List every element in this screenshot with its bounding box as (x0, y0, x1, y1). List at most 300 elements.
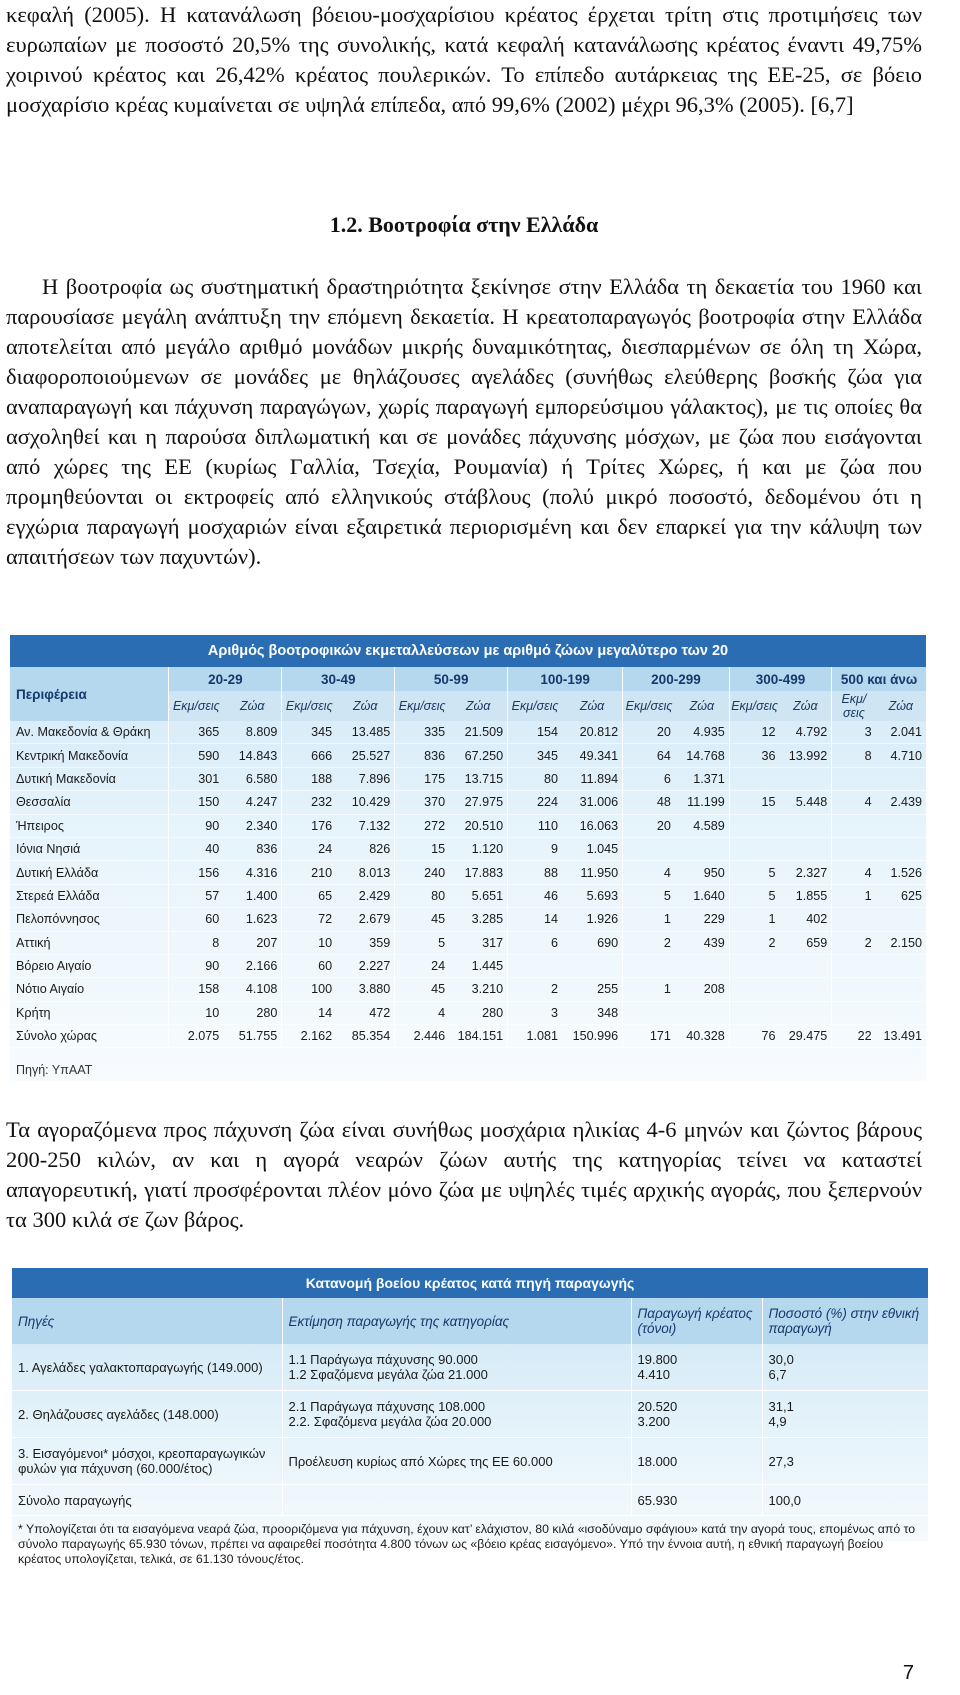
table1-value-cell: 1.445 (449, 954, 508, 977)
table1-value-cell (832, 767, 876, 790)
table1-value-cell: 13.491 (876, 1025, 926, 1048)
table-row (10, 814, 926, 837)
table1-value-cell: 80 (395, 884, 449, 907)
table1-value-cell: 240 (395, 861, 449, 884)
table1-value-cell: 4.247 (223, 791, 282, 814)
table1-sub-header: Ζώα (562, 691, 623, 721)
table2-estimate-cell (282, 1485, 631, 1516)
paragraph-top: κεφαλή (2005). Η κατανάλωση βόειου-μοσχαρίσιου κρέατος έρχεται τρίτη στις προτιμήσεις των ευρωπαίων με ποσοστό 20,5% της συνολικής, κατά κεφαλή κατανάλωσης κρέατος έναντι 49,75% χοιρινού κρέατος και 26,42% κρέατος πουλερικών. Το επίπεδο αυτάρκειας της ΕΕ-25, σε βόειο μοσχαρίσιο κρέας κυμαίνεται σε υψηλά επίπεδα, από 99,6% (2002) μέχρι 96,3% (2005). [6,7] (6, 2, 922, 117)
table1-value-cell: 49.341 (562, 744, 623, 767)
table2-production-cell (631, 1438, 762, 1485)
table1-value-cell: 25.527 (336, 744, 395, 767)
table1-value-cell: 370 (395, 791, 449, 814)
table1-value-cell: 57 (169, 884, 223, 907)
table2-estimate-cell (282, 1344, 631, 1391)
table1-value-cell: 17.883 (449, 861, 508, 884)
paragraph-third: Τα αγοραζόμενα προς πάχυνση ζώα είναι συνήθως μοσχάρια ηλικίας 4-6 μηνών και ζώντος βάρους 200-250 κιλών, αν και η αγορά νεαρών ζώων αυτής της κατηγορίας τείνει να καταστεί απαγορευτική, γιατί προσφέρονται πλέον μόνο ζώα με υψηλές τιμές αρχικής αγοράς, που ξεπερνούν τα 300 κιλά σε ζων βάρος. (6, 1117, 922, 1232)
table1-value-cell: 4.108 (223, 978, 282, 1001)
table1-value-cell: 345 (282, 721, 336, 744)
table-row (10, 791, 926, 814)
table-row (10, 978, 926, 1001)
table1-value-cell: 2.075 (169, 1025, 223, 1048)
table1-value-cell (876, 954, 926, 977)
table2-share-cell (762, 1485, 928, 1516)
table2-share-cell (762, 1391, 928, 1438)
table1-source: Πηγή: ΥπΑΑΤ (16, 1063, 93, 1077)
table1-value-cell: 156 (169, 861, 223, 884)
table1-value-cell: 3.210 (449, 978, 508, 1001)
table1-value-cell: 3 (508, 1001, 562, 1024)
table2-cell-line: 6,7 (768, 1367, 787, 1382)
table1-value-cell (729, 1001, 779, 1024)
table1-value-cell (876, 978, 926, 1001)
table1-value-cell: 280 (223, 1001, 282, 1024)
table1-value-cell (876, 814, 926, 837)
table1-value-cell: 2 (832, 931, 876, 954)
table2-source-cell: 3. Εισαγόμενοι* μόσχοι, κρεοπαραγωγικών φυλών για πάχυνση (60.000/έτος) (12, 1438, 282, 1485)
table2-production-cell (631, 1391, 762, 1438)
table1-value-cell (729, 954, 779, 977)
section-heading: 1.2. Βοοτροφία στην Ελλάδα (329, 212, 599, 237)
table-farms-by-size (10, 635, 926, 1081)
table1-value-cell: 85.354 (336, 1025, 395, 1048)
table1-value-cell: 45 (395, 908, 449, 931)
table1-range-header: 200-299 (623, 667, 730, 691)
table1-value-cell: 27.975 (449, 791, 508, 814)
table1-value-cell (562, 954, 623, 977)
table1-value-cell: 2.041 (876, 721, 926, 744)
table1-value-cell: 472 (336, 1001, 395, 1024)
table1-sub-header: Εκμ/σεις (729, 691, 779, 721)
table1-value-cell: 625 (876, 884, 926, 907)
table1-value-cell: 8.013 (336, 861, 395, 884)
table1-value-cell (832, 837, 876, 860)
table1-value-cell: 4.935 (675, 721, 729, 744)
table-row (10, 861, 926, 884)
table1-value-cell: 1.526 (876, 861, 926, 884)
table2-cell-line: 4,9 (768, 1414, 787, 1429)
table1-value-cell: 60 (282, 954, 336, 977)
paragraph-second: Η βοοτροφία ως συστηματική δραστηριότητα ξεκίνησε στην Ελλάδα τη δεκαετία του 1960 και παρουσίασε μεγάλη ανάπτυξη την επόμενη δεκαετία. Η κρεατοπαραγωγός βοοτροφία στην Ελλάδα αποτελείται από μεγάλο αριθμό μονάδων μικρής δυναμικότητας, διεσπαρμένων σε όλη τη Χώρα, διαφοροποιούμενων σε μονάδες με θηλάζουσες αγελάδες (συνήθως ελεύθερης βοσκής ζώα για αναπαραγωγή και πάχυνση παραγώγων, χωρίς παραγωγή εμπορεύσιμου γάλακτος), με τις οποίες θα ασχοληθεί και η παρούσα διπλωματική και σε μονάδες πάχυνσης μόσχων, με ζώα που εισάγονται από χώρες της ΕΕ (κυρίως Γαλλία, Τσεχία, Ρουμανία) ή Τρίτες Χώρες, ή και με ζώα που προμηθεύονται οι εκτροφείς από ελληνικούς στάβλους (πολύ μικρό ποσοστό, δεδομένου ότι η εγχώρια παραγωγή μοσχαριών είναι εξαιρετικά περιορισμένη και δεν επαρκεί για την κάλυψη των απαιτήσεων των παχυντών). (6, 274, 922, 569)
table2-estimate-cell (282, 1391, 631, 1438)
table-row (10, 908, 926, 931)
table1-value-cell: 365 (169, 721, 223, 744)
table1-value-cell (675, 837, 729, 860)
table2-cell-line: 19.800 (637, 1352, 678, 1367)
table1-value-cell: 280 (449, 1001, 508, 1024)
table1-value-cell: 11.894 (562, 767, 623, 790)
table1-value-cell (779, 1001, 831, 1024)
table1-value-cell: 90 (169, 814, 223, 837)
table1-value-cell: 4 (395, 1001, 449, 1024)
farms-table (10, 635, 926, 1048)
table1-range-header: 300-499 (729, 667, 831, 691)
table1-value-cell: 12 (729, 721, 779, 744)
table1-value-cell: 5 (623, 884, 675, 907)
table1-value-cell: 150 (169, 791, 223, 814)
table1-region-cell: Πελοπόννησος (10, 908, 169, 931)
table-row (10, 744, 926, 767)
table1-value-cell: 6 (508, 931, 562, 954)
table2-production-cell (631, 1485, 762, 1516)
table1-value-cell: 110 (508, 814, 562, 837)
table1-value-cell (876, 767, 926, 790)
table1-value-cell: 6.580 (223, 767, 282, 790)
table1-value-cell: 7.132 (336, 814, 395, 837)
table1-value-cell: 14.768 (675, 744, 729, 767)
table1-value-cell (832, 978, 876, 1001)
table1-value-cell (729, 767, 779, 790)
table1-value-cell: 348 (562, 1001, 623, 1024)
table1-value-cell: 7.896 (336, 767, 395, 790)
table1-value-cell (675, 954, 729, 977)
table2-cell-line: 31,1 (768, 1399, 794, 1414)
table1-value-cell: 2.227 (336, 954, 395, 977)
page-number: 7 (902, 1662, 914, 1684)
table1-value-cell (779, 978, 831, 1001)
table1-value-cell: 2.162 (282, 1025, 336, 1048)
table1-region-header: Περιφέρεια (10, 667, 169, 721)
table1-value-cell: 100 (282, 978, 336, 1001)
table1-value-cell: 5 (729, 861, 779, 884)
table1-value-cell (729, 837, 779, 860)
table1-value-cell: 45 (395, 978, 449, 1001)
table1-region-cell: Βόρειο Αιγαίο (10, 954, 169, 977)
table1-value-cell: 317 (449, 931, 508, 954)
table1-value-cell: 3.285 (449, 908, 508, 931)
table1-value-cell: 20 (623, 721, 675, 744)
table2-cell-line: 100,0 (768, 1492, 802, 1508)
table1-value-cell: 76 (729, 1025, 779, 1048)
table1-value-cell: 3 (832, 721, 876, 744)
table1-region-cell: Αττική (10, 931, 169, 954)
table1-value-cell: 13.485 (336, 721, 395, 744)
table1-value-cell: 31.006 (562, 791, 623, 814)
table1-sub-header: Ζώα (876, 691, 926, 721)
table1-value-cell: 20.812 (562, 721, 623, 744)
table2-production-cell (631, 1344, 762, 1391)
table1-sub-header: Ζώα (675, 691, 729, 721)
table1-value-cell: 4.792 (779, 721, 831, 744)
table1-value-cell (832, 954, 876, 977)
table1-value-cell: 1 (729, 908, 779, 931)
table1-value-cell: 1.371 (675, 767, 729, 790)
table1-range-header: 30-49 (282, 667, 395, 691)
table2-cell-line: 30,0 (768, 1352, 794, 1367)
table1-region-cell: Ήπειρος (10, 814, 169, 837)
table-row (10, 954, 926, 977)
table1-value-cell (832, 814, 876, 837)
table1-value-cell: 9 (508, 837, 562, 860)
table1-value-cell: 14.843 (223, 744, 282, 767)
table1-value-cell: 24 (282, 837, 336, 860)
table1-region-cell: Κρήτη (10, 1001, 169, 1024)
table1-value-cell: 24 (395, 954, 449, 977)
table1-value-cell (729, 814, 779, 837)
table1-value-cell: 154 (508, 721, 562, 744)
table1-value-cell: 590 (169, 744, 223, 767)
table-row (10, 767, 926, 790)
table1-value-cell: 3.880 (336, 978, 395, 1001)
table1-value-cell: 2.439 (876, 791, 926, 814)
table1-value-cell: 150.996 (562, 1025, 623, 1048)
table-row (10, 884, 926, 907)
table1-value-cell: 207 (223, 931, 282, 954)
table1-sub-header: Ζώα (223, 691, 282, 721)
table1-value-cell: 2.166 (223, 954, 282, 977)
table1-value-cell: 65 (282, 884, 336, 907)
table1-value-cell: 11.199 (675, 791, 729, 814)
table1-value-cell: 20 (623, 814, 675, 837)
table1-value-cell: 1 (623, 978, 675, 1001)
table1-value-cell (779, 814, 831, 837)
table2-estimate-cell (282, 1438, 631, 1485)
table1-region-cell: Δυτική Ελλάδα (10, 861, 169, 884)
table1-value-cell: 836 (395, 744, 449, 767)
table1-value-cell: 1 (832, 884, 876, 907)
table1-value-cell: 20.510 (449, 814, 508, 837)
table1-value-cell: 6 (623, 767, 675, 790)
table1-sub-header: Εκμ/σεις (623, 691, 675, 721)
table1-value-cell: 36 (729, 744, 779, 767)
table1-value-cell: 439 (675, 931, 729, 954)
table1-value-cell: 8 (169, 931, 223, 954)
table1-value-cell (779, 954, 831, 977)
table2-cell-line: 18.000 (637, 1453, 678, 1469)
table2-header-share: Ποσοστό (%) στην εθνική παραγωγή (762, 1298, 928, 1344)
table1-value-cell: 4 (832, 861, 876, 884)
table2-header-production: Παραγωγή κρέατος (τόνοι) (631, 1298, 762, 1344)
table1-value-cell: 5.651 (449, 884, 508, 907)
table1-value-cell: 67.250 (449, 744, 508, 767)
table1-value-cell (508, 954, 562, 977)
table1-value-cell: 51.755 (223, 1025, 282, 1048)
table1-value-cell: 402 (779, 908, 831, 931)
table1-value-cell (675, 1001, 729, 1024)
table1-value-cell (779, 767, 831, 790)
table2-share-cell (762, 1438, 928, 1485)
table1-sub-header: Εκμ/σεις (508, 691, 562, 721)
table1-region-cell: Νότιο Αιγαίο (10, 978, 169, 1001)
table1-value-cell: 90 (169, 954, 223, 977)
table1-value-cell: 690 (562, 931, 623, 954)
table1-value-cell: 72 (282, 908, 336, 931)
table1-value-cell: 2.340 (223, 814, 282, 837)
table1-value-cell: 14 (282, 1001, 336, 1024)
table-row (10, 1001, 926, 1024)
table1-value-cell: 1.855 (779, 884, 831, 907)
table2-cell-line: 2.2. Σφαζόμενα μεγάλα ζώα 20.000 (288, 1414, 492, 1429)
table1-value-cell: 1.640 (675, 884, 729, 907)
table1-value-cell: 335 (395, 721, 449, 744)
table1-value-cell: 40.328 (675, 1025, 729, 1048)
table1-value-cell (623, 837, 675, 860)
table1-value-cell: 40 (169, 837, 223, 860)
table2-cell-line: 4.410 (637, 1367, 671, 1382)
table1-value-cell: 836 (223, 837, 282, 860)
table1-value-cell: 8 (832, 744, 876, 767)
table1-value-cell (832, 908, 876, 931)
table2-share-cell (762, 1344, 928, 1391)
table1-value-cell: 88 (508, 861, 562, 884)
table1-value-cell: 15 (395, 837, 449, 860)
table1-value-cell: 229 (675, 908, 729, 931)
table1-value-cell: 1.400 (223, 884, 282, 907)
table1-value-cell: 224 (508, 791, 562, 814)
table1-value-cell (729, 978, 779, 1001)
table2-cell-line: Προέλευση κυρίως από Χώρες της ΕΕ 60.000 (288, 1453, 553, 1469)
table1-value-cell: 175 (395, 767, 449, 790)
table1-value-cell: 4 (623, 861, 675, 884)
table1-value-cell: 4 (832, 791, 876, 814)
table1-value-cell (623, 954, 675, 977)
table1-range-header: 100-199 (508, 667, 623, 691)
table1-range-header: 20-29 (169, 667, 282, 691)
table1-value-cell: 5.448 (779, 791, 831, 814)
table1-value-cell: 2.429 (336, 884, 395, 907)
table1-value-cell: 4.316 (223, 861, 282, 884)
table1-region-cell: Αν. Μακεδονία & Θράκη (10, 721, 169, 744)
table1-value-cell: 158 (169, 978, 223, 1001)
table1-value-cell: 22 (832, 1025, 876, 1048)
table1-value-cell: 255 (562, 978, 623, 1001)
table1-value-cell: 15 (729, 791, 779, 814)
table1-value-cell: 2 (729, 931, 779, 954)
table-row (10, 837, 926, 860)
table2-source-cell: Σύνολο παραγωγής (12, 1485, 282, 1516)
table1-sub-header: Εκμ/σεις (282, 691, 336, 721)
table2-cell-line: 65.930 (637, 1492, 678, 1508)
table1-value-cell: 301 (169, 767, 223, 790)
table-row (12, 1344, 928, 1391)
table1-value-cell: 5 (729, 884, 779, 907)
table1-value-cell: 4.589 (675, 814, 729, 837)
table1-value-cell: 29.475 (779, 1025, 831, 1048)
table1-sub-header: Εκμ/σεις (832, 691, 876, 721)
table1-value-cell: 826 (336, 837, 395, 860)
table1-value-cell: 2.446 (395, 1025, 449, 1048)
table2-cell-line: 27,3 (768, 1453, 794, 1469)
table1-title: Αριθμός βοοτροφικών εκμεταλλεύσεων με αριθμό ζώων μεγαλύτερο των 20 (10, 635, 926, 667)
table1-value-cell: 210 (282, 861, 336, 884)
table1-sub-header: Ζώα (336, 691, 395, 721)
table2-footnote: * Υπολογίζεται ότι τα εισαγόμενα νεαρά ζώα, προοριζόμενα για πάχυνση, έχουν κατ’ ελάχιστον, 80 κιλά «ισοδύναμο σφάγιου» κατά την αγορά τους, επομένως από το σύνολο παραγωγής 65.930 τόνων, πρέπει να αφαιρεθεί ποσότητα 4.800 τόνων ως «βόειο κρέας εισαγόμενο». Υπό την έννοια αυτή, η εθνική παραγωγή βοείου κρέατος υπολογίζεται, τελικά, σε 61.130 τόνους/έτος. (18, 1522, 916, 1566)
table1-value-cell: 659 (779, 931, 831, 954)
table1-value-cell (832, 1001, 876, 1024)
table1-value-cell: 13.715 (449, 767, 508, 790)
table1-value-cell: 2.327 (779, 861, 831, 884)
table1-value-cell: 10 (282, 931, 336, 954)
table1-region-cell: Στερεά Ελλάδα (10, 884, 169, 907)
table1-value-cell: 48 (623, 791, 675, 814)
table1-value-cell (623, 1001, 675, 1024)
table1-value-cell (779, 837, 831, 860)
table2-source-cell: 1. Αγελάδες γαλακτοπαραγωγής (149.000) (12, 1344, 282, 1391)
table1-value-cell (876, 837, 926, 860)
table2-title: Κατανομή βοείου κρέατος κατά πηγή παραγωγής (12, 1268, 928, 1298)
table-row (12, 1485, 928, 1516)
table1-sub-header: Εκμ/σεις (169, 691, 223, 721)
table1-value-cell: 2.679 (336, 908, 395, 931)
table1-value-cell: 345 (508, 744, 562, 767)
table2-cell-line: 3.200 (637, 1414, 671, 1429)
table1-value-cell: 1.120 (449, 837, 508, 860)
table1-value-cell: 950 (675, 861, 729, 884)
table1-sub-header: Ζώα (449, 691, 508, 721)
table1-range-header: 50-99 (395, 667, 508, 691)
table-row (12, 1391, 928, 1438)
table1-region-cell: Θεσσαλία (10, 791, 169, 814)
table1-value-cell: 232 (282, 791, 336, 814)
table1-value-cell (876, 908, 926, 931)
table1-value-cell: 21.509 (449, 721, 508, 744)
table2-cell-line: 2.1 Παράγωγα πάχυνσης 108.000 (288, 1399, 486, 1414)
table1-value-cell: 1.081 (508, 1025, 562, 1048)
table1-sub-header: Ζώα (779, 691, 831, 721)
table1-value-cell: 4.710 (876, 744, 926, 767)
table1-value-cell: 80 (508, 767, 562, 790)
table2-cell-line: 20.520 (637, 1399, 678, 1414)
table1-value-cell: 208 (675, 978, 729, 1001)
table1-value-cell: 64 (623, 744, 675, 767)
table1-value-cell: 10 (169, 1001, 223, 1024)
table-row (12, 1438, 928, 1485)
table1-value-cell: 272 (395, 814, 449, 837)
table1-region-cell: Σύνολο χώρας (10, 1025, 169, 1048)
table1-region-cell: Δυτική Μακεδονία (10, 767, 169, 790)
table1-value-cell: 176 (282, 814, 336, 837)
table2-cell-line: 1.2 Σφαζόμενα μεγάλα ζώα 21.000 (288, 1367, 488, 1382)
table1-value-cell: 60 (169, 908, 223, 931)
table1-value-cell: 1 (623, 908, 675, 931)
table1-range-header: 500 και άνω (832, 667, 926, 691)
table-row (10, 1025, 926, 1048)
table1-value-cell: 14 (508, 908, 562, 931)
table1-value-cell: 8.809 (223, 721, 282, 744)
table-row (10, 721, 926, 744)
table1-value-cell: 184.151 (449, 1025, 508, 1048)
table1-value-cell: 359 (336, 931, 395, 954)
table1-value-cell: 5 (395, 931, 449, 954)
table1-value-cell: 2 (623, 931, 675, 954)
table1-value-cell (876, 1001, 926, 1024)
table1-value-cell: 1.926 (562, 908, 623, 931)
table1-region-cell: Κεντρική Μακεδονία (10, 744, 169, 767)
table1-value-cell: 46 (508, 884, 562, 907)
table1-value-cell: 16.063 (562, 814, 623, 837)
table1-value-cell: 2 (508, 978, 562, 1001)
table1-value-cell: 1.045 (562, 837, 623, 860)
table1-value-cell: 666 (282, 744, 336, 767)
table2-header-sources: Πηγές (12, 1298, 282, 1344)
table1-sub-header: Εκμ/σεις (395, 691, 449, 721)
table1-value-cell: 188 (282, 767, 336, 790)
table-beef-sources (12, 1268, 928, 1566)
table1-value-cell: 13.992 (779, 744, 831, 767)
beef-sources-table (12, 1268, 928, 1516)
table2-source-cell: 2. Θηλάζουσες αγελάδες (148.000) (12, 1391, 282, 1438)
table1-value-cell: 1.623 (223, 908, 282, 931)
table1-value-cell: 5.693 (562, 884, 623, 907)
table1-region-cell: Ιόνια Νησιά (10, 837, 169, 860)
table2-header-estimate: Εκτίμηση παραγωγής της κατηγορίας (282, 1298, 631, 1344)
table1-value-cell: 2.150 (876, 931, 926, 954)
table-row (10, 931, 926, 954)
table1-value-cell: 11.950 (562, 861, 623, 884)
table1-value-cell: 171 (623, 1025, 675, 1048)
table2-cell-line: 1.1 Παράγωγα πάχυνσης 90.000 (288, 1352, 478, 1367)
table1-value-cell: 10.429 (336, 791, 395, 814)
